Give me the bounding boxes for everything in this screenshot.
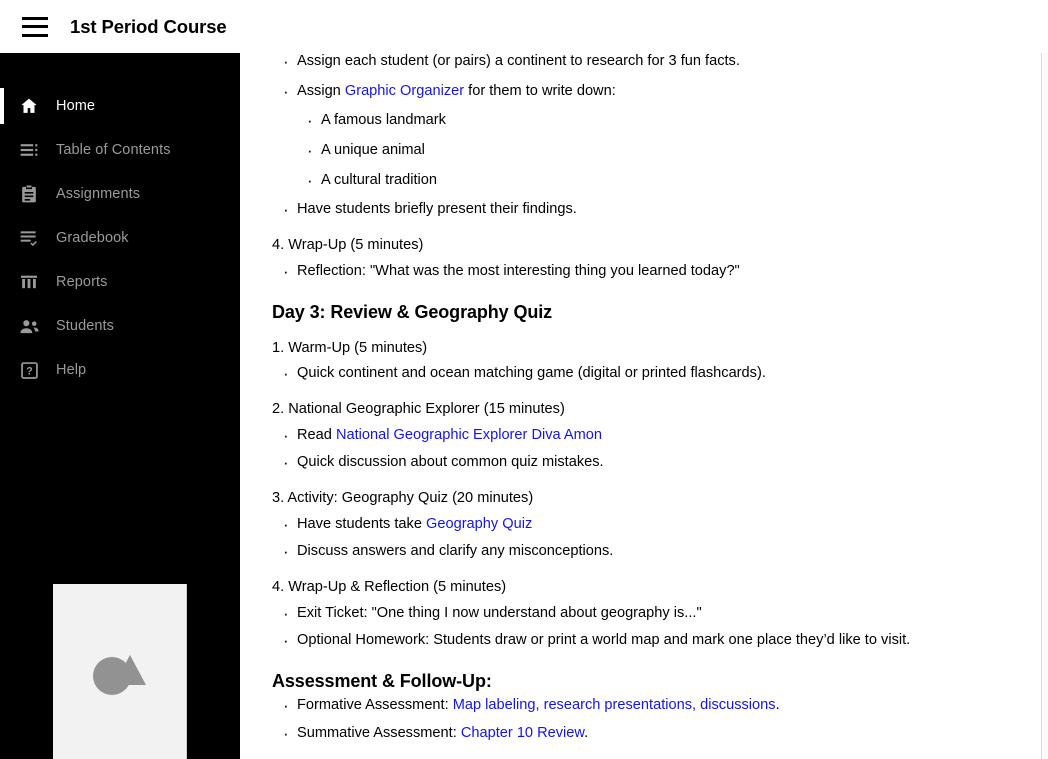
sidebar-item-label: Table of Contents [56, 142, 171, 158]
sidebar-item-home[interactable] [0, 84, 240, 128]
people-icon [18, 315, 40, 337]
step-heading: 4. Wrap-Up (5 minutes) [272, 237, 424, 254]
sidebar-item-label: Students [56, 318, 115, 334]
bullet-list [272, 604, 1017, 651]
list-item: · Exit Ticket: "One thing I now understand about geography is..." [272, 604, 1017, 624]
sidebar-item-gradebook[interactable] [0, 216, 240, 260]
text-before-link: Have students take [297, 515, 426, 532]
document-body [240, 53, 1041, 743]
step-heading: 3. Activity: Geography Quiz (20 minutes) [272, 489, 534, 506]
link-geography-quiz[interactable]: Geography Quiz [426, 515, 533, 532]
hamburger-line [22, 34, 48, 37]
text-after-link: . [775, 697, 780, 714]
page-title: 1st Period Course [70, 15, 227, 37]
list-item [272, 724, 1017, 744]
bullet-list [272, 262, 1017, 282]
bullet-list [272, 53, 1017, 220]
hamburger-menu-icon[interactable] [22, 17, 48, 37]
list-item [272, 82, 1017, 191]
bullet-list [272, 364, 1017, 384]
bullet-list [272, 696, 1017, 743]
section-heading-assessment: Assessment & Follow-Up: [272, 671, 492, 692]
sidebar-item-label: Home [56, 98, 96, 114]
text-before-link: Read [297, 426, 336, 443]
text-before-link: Assign [297, 82, 345, 99]
content-scrollbar[interactable] [1043, 53, 1048, 759]
sidebar-item-label: Gradebook [56, 230, 129, 246]
list-item [272, 515, 1017, 535]
step-heading: 1. Warm-Up (5 minutes) [272, 339, 428, 356]
list-item: · Quick continent and ocean matching game (digital or printed flashcards). [272, 364, 1017, 384]
sidebar-item-label: Reports [56, 274, 108, 290]
clipboard-icon [18, 183, 40, 205]
step-heading: 4. Wrap-Up & Reflection (5 minutes) [272, 579, 507, 595]
list-item [272, 426, 1017, 446]
text-before-link: Formative Assessment: [297, 697, 453, 714]
link-chapter-10-review[interactable]: Chapter 10 Review [460, 724, 585, 741]
sidebar-item-table-of-contents[interactable] [0, 128, 240, 172]
question-box-icon [18, 359, 40, 381]
step-heading: 2. National Geographic Explorer (15 minutes) [272, 400, 565, 417]
sidebar-item-label: Assignments [56, 186, 141, 202]
list-item: · A famous landmark [297, 111, 1017, 131]
broken-image-placeholder-icon [84, 642, 156, 702]
text-before-link: Summative Assessment: [297, 724, 461, 741]
sidebar-nav [0, 53, 240, 392]
list-item: · Reflection: "What was the most interesting thing you learned today?" [272, 262, 1017, 282]
bullet-list [272, 515, 1017, 562]
link-formative-assessment[interactable]: Map labeling, research presentations, discussions [452, 697, 776, 714]
list-item: · Quick discussion about common quiz mistakes. [272, 453, 1017, 473]
bar-chart-icon [18, 271, 40, 293]
link-national-geographic-explorer[interactable]: National Geographic Explorer Diva Amon [335, 426, 603, 443]
sidebar-item-help[interactable] [0, 348, 240, 392]
list-item: · A unique animal [297, 141, 1017, 161]
home-icon [18, 95, 40, 117]
bullet-list [272, 426, 1017, 473]
sidebar [0, 53, 240, 759]
list-item: · Assign each student (or pairs) a continent to research for 3 fun facts. [272, 53, 1017, 72]
text-after-link: . [584, 724, 589, 741]
sidebar-item-assignments[interactable] [0, 172, 240, 216]
list-item: · Have students briefly present their findings. [272, 200, 1017, 220]
hamburger-line [22, 25, 48, 28]
sidebar-item-reports[interactable] [0, 260, 240, 304]
sidebar-image-placeholder [53, 584, 187, 759]
svg-text:?: ? [25, 365, 33, 378]
link-graphic-organizer[interactable]: Graphic Organizer [344, 82, 465, 99]
list-item [272, 696, 1017, 716]
active-indicator [0, 88, 4, 124]
list-item: · Optional Homework: Students draw or print a world map and mark one place they’d like to visit. [272, 631, 1017, 651]
section-heading-day3: Day 3: Review & Geography Quiz [272, 301, 553, 322]
lesson-plan-content[interactable] [240, 53, 1042, 759]
nested-bullet-list [297, 111, 1017, 190]
gradebook-check-icon [18, 227, 40, 249]
list-icon [18, 139, 40, 161]
list-item: · Discuss answers and clarify any misconceptions. [272, 542, 1017, 562]
hamburger-line [22, 17, 48, 20]
top-header-bar [0, 0, 1048, 53]
text-after-link: for them to write down: [464, 82, 616, 99]
list-item: · A cultural tradition [297, 171, 1017, 191]
sidebar-item-label: Help [56, 362, 87, 378]
sidebar-item-students[interactable] [0, 304, 240, 348]
